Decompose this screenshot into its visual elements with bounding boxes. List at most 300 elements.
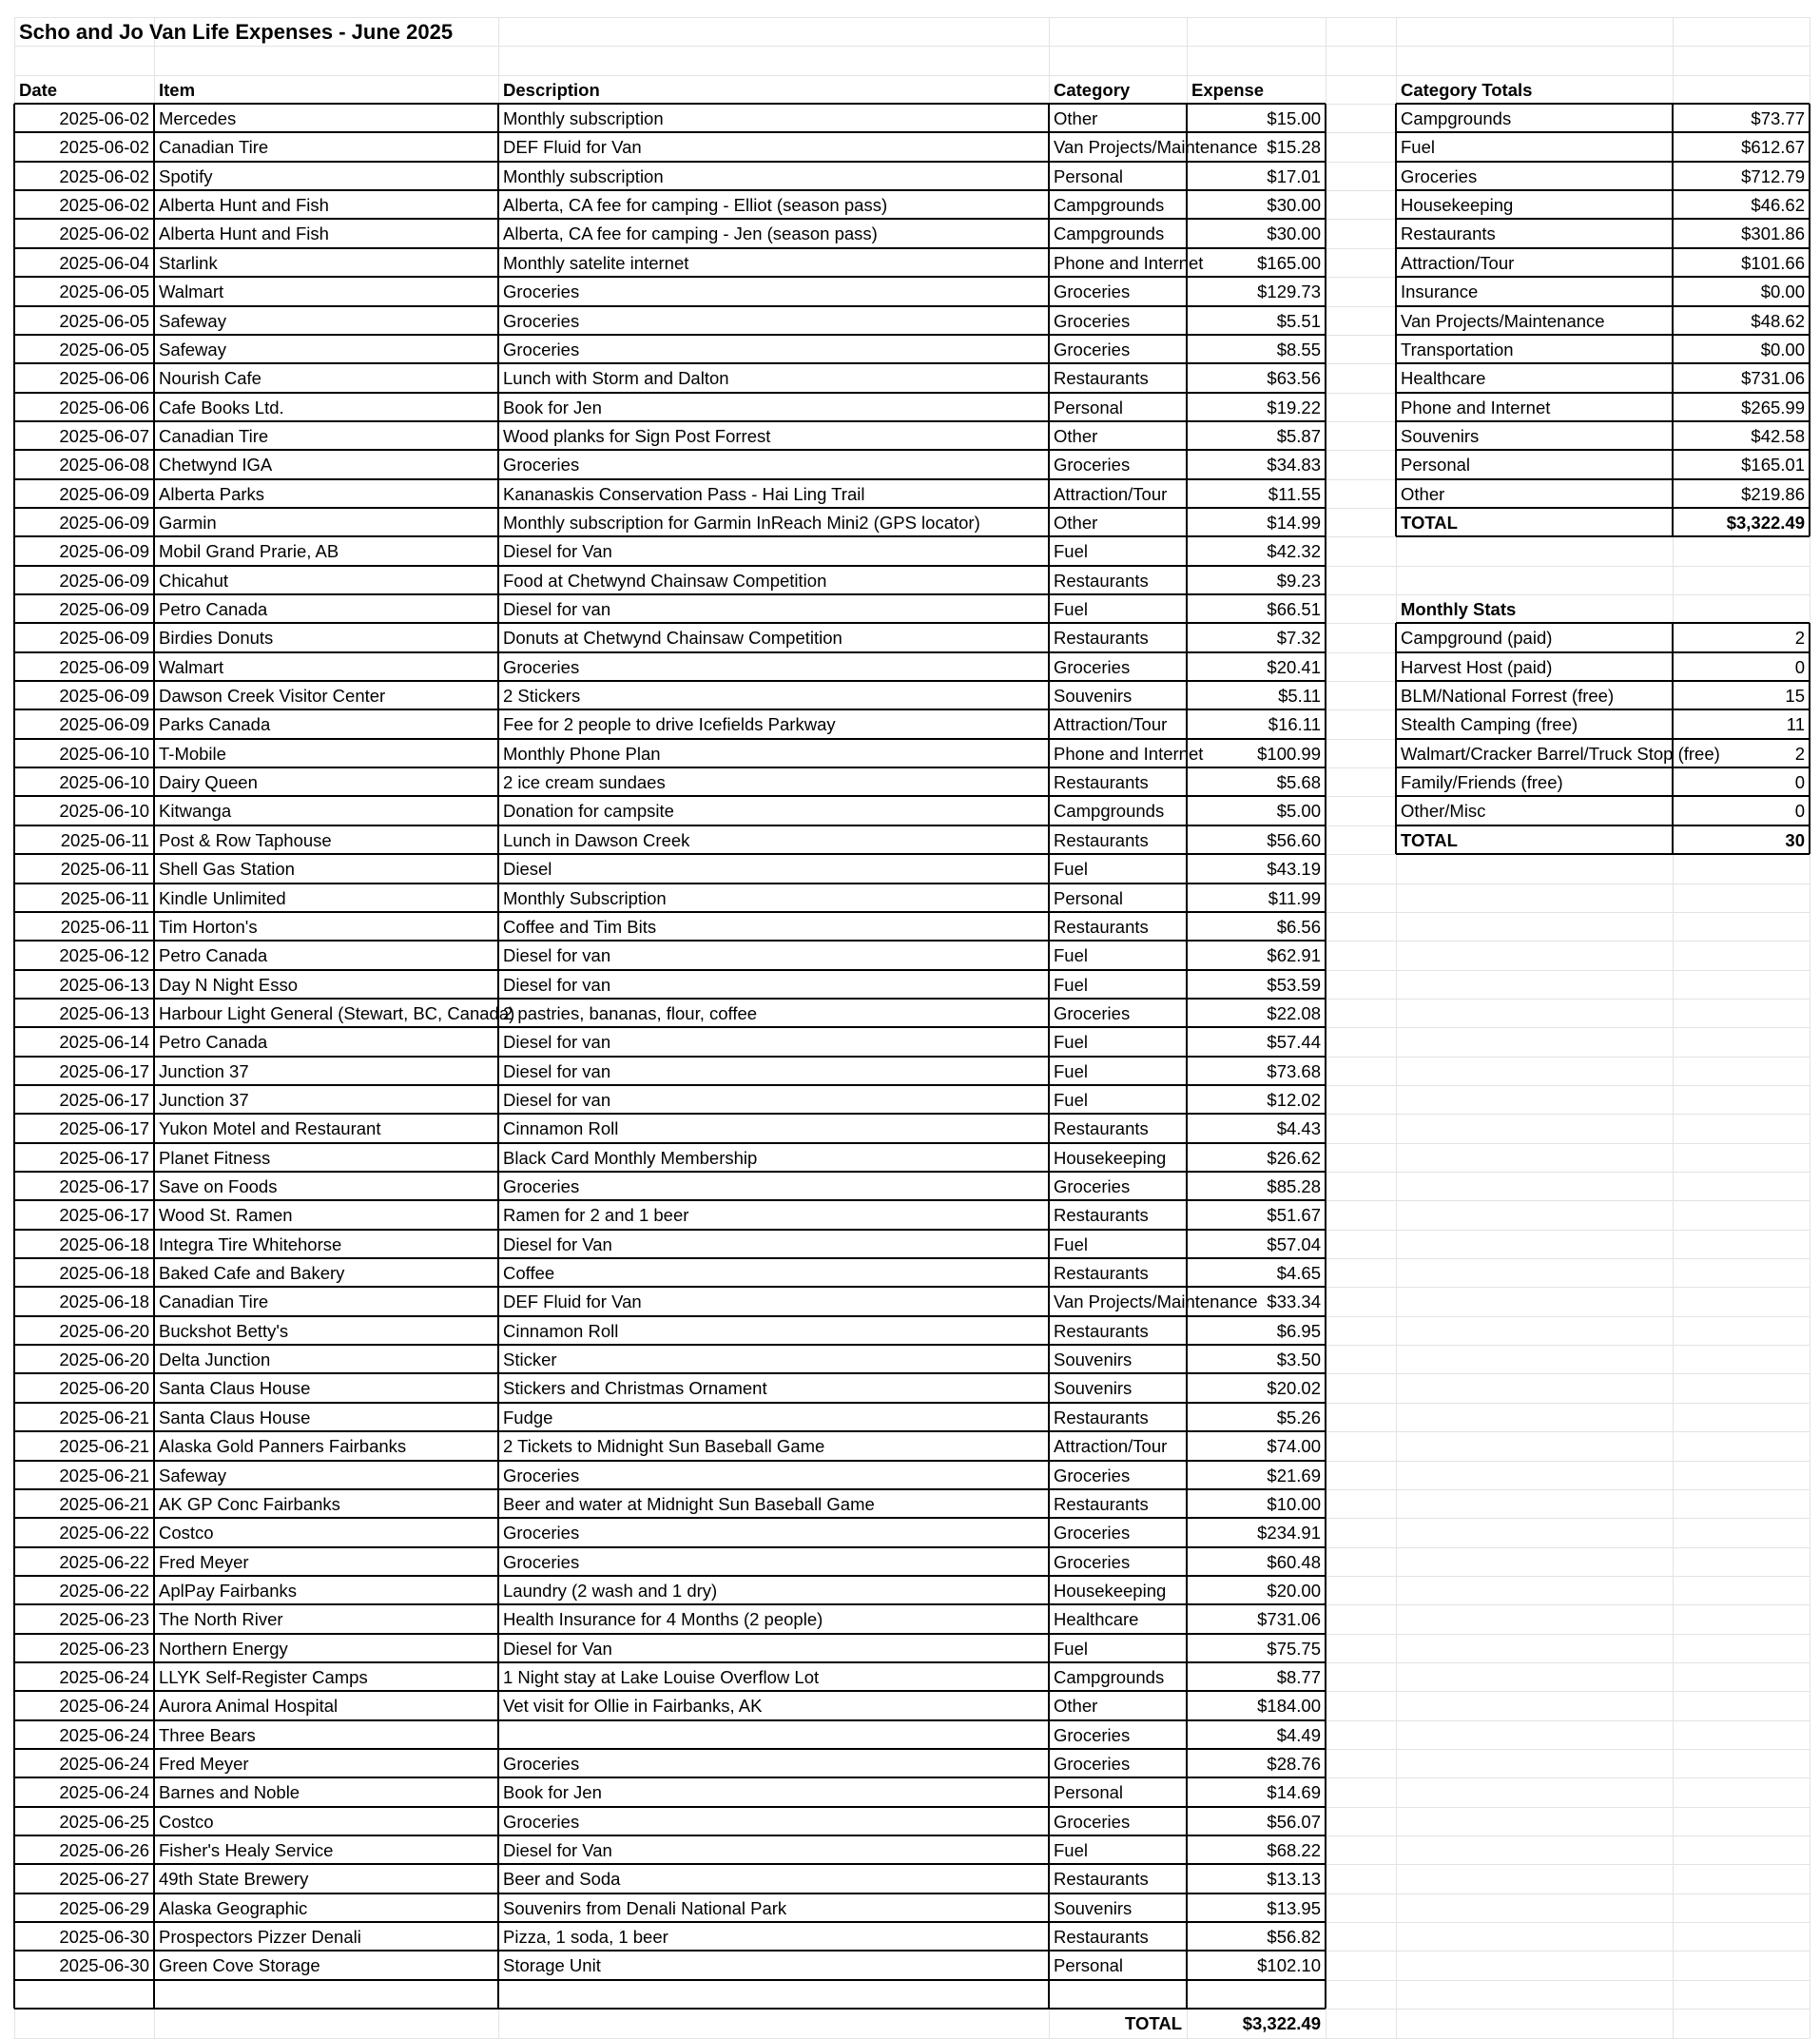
- cell-category[interactable]: Restaurants: [1054, 772, 1149, 793]
- cell-item[interactable]: Prospectors Pizzer Denali: [159, 1927, 361, 1948]
- cell-category[interactable]: Other: [1054, 512, 1098, 533]
- cell-description[interactable]: Cinnamon Roll: [503, 1118, 619, 1139]
- cell-date[interactable]: 2025-06-02: [59, 195, 149, 216]
- cell-category[interactable]: Personal: [1054, 1782, 1124, 1803]
- cell-item[interactable]: Starlink: [159, 252, 218, 273]
- cell-category[interactable]: Fuel: [1054, 1840, 1088, 1861]
- cell-category[interactable]: Other: [1054, 108, 1098, 129]
- stats-total-label[interactable]: TOTAL: [1401, 829, 1458, 850]
- cell-item[interactable]: AplPay Fairbanks: [159, 1580, 297, 1601]
- cell-description[interactable]: Groceries: [503, 310, 580, 331]
- cell-item[interactable]: Post & Row Taphouse: [159, 829, 332, 850]
- cell-category[interactable]: Personal: [1054, 1955, 1124, 1976]
- cell-category[interactable]: Phone and Internet: [1054, 743, 1204, 764]
- cell-category[interactable]: Campgrounds: [1054, 223, 1165, 244]
- category-name[interactable]: Campgrounds: [1401, 108, 1512, 129]
- cell-description[interactable]: [498, 1721, 1049, 1749]
- cell-description[interactable]: Storage Unit: [503, 1955, 601, 1976]
- cell-item[interactable]: Kitwanga: [159, 801, 232, 822]
- cell-date[interactable]: 2025-06-22: [59, 1580, 149, 1601]
- cell-item[interactable]: Green Cove Storage: [159, 1955, 320, 1976]
- cell-expense[interactable]: $234.91: [1257, 1523, 1321, 1544]
- cell-category[interactable]: Fuel: [1054, 541, 1088, 562]
- cell-date[interactable]: 2025-06-17: [59, 1118, 149, 1139]
- category-amount[interactable]: $301.86: [1741, 223, 1805, 244]
- stat-count[interactable]: 0: [1794, 801, 1805, 822]
- cell-description[interactable]: Groceries: [503, 1465, 580, 1486]
- cell-expense[interactable]: $13.13: [1267, 1869, 1321, 1890]
- cell-item[interactable]: Walmart: [159, 656, 224, 677]
- cell-description[interactable]: Groceries: [503, 339, 580, 359]
- cell-date[interactable]: 2025-06-09: [59, 570, 149, 591]
- category-amount[interactable]: $0.00: [1760, 339, 1805, 359]
- cell-category[interactable]: Fuel: [1054, 1233, 1088, 1254]
- category-amount[interactable]: $73.77: [1751, 108, 1805, 129]
- cell-date[interactable]: 2025-06-18: [59, 1233, 149, 1254]
- cell-category[interactable]: Fuel: [1054, 599, 1088, 619]
- cell-item[interactable]: Alaska Gold Panners Fairbanks: [159, 1436, 407, 1457]
- cell-description[interactable]: Book for Jen: [503, 1782, 602, 1803]
- cell-date[interactable]: 2025-06-02: [59, 223, 149, 244]
- cell-category[interactable]: Restaurants: [1054, 1407, 1149, 1427]
- cell-category[interactable]: Groceries: [1054, 455, 1131, 476]
- category-amount[interactable]: $42.58: [1751, 425, 1805, 446]
- cell-item[interactable]: Aurora Animal Hospital: [159, 1696, 339, 1717]
- cell-date[interactable]: 2025-06-11: [60, 887, 149, 908]
- cell-category[interactable]: Groceries: [1054, 1176, 1131, 1196]
- cell-expense[interactable]: $68.22: [1267, 1840, 1321, 1861]
- cell-item[interactable]: Chetwynd IGA: [159, 455, 273, 476]
- cell-description[interactable]: Stickers and Christmas Ornament: [503, 1378, 767, 1399]
- cell-category[interactable]: Attraction/Tour: [1054, 1436, 1168, 1457]
- cell-item[interactable]: T-Mobile: [159, 743, 226, 764]
- cell-item[interactable]: Fred Meyer: [159, 1754, 249, 1774]
- cell-item[interactable]: Parks Canada: [159, 714, 271, 735]
- cell-item[interactable]: Three Bears: [159, 1724, 256, 1745]
- cell-description[interactable]: Diesel for van: [503, 1060, 611, 1081]
- cell-item[interactable]: Mercedes: [159, 108, 237, 129]
- cell-expense[interactable]: $56.82: [1267, 1927, 1321, 1948]
- cell-date[interactable]: 2025-06-09: [59, 483, 149, 504]
- cell-item[interactable]: Baked Cafe and Bakery: [159, 1263, 345, 1284]
- cell-description[interactable]: Monthly subscription for Garmin InReach Mini2 (GPS locator): [503, 512, 980, 533]
- cell-description[interactable]: Monthly subscription: [503, 165, 664, 186]
- cell-category[interactable]: Restaurants: [1054, 1493, 1149, 1514]
- cell-description[interactable]: Pizza, 1 soda, 1 beer: [503, 1927, 668, 1948]
- cell-expense[interactable]: $10.00: [1267, 1493, 1321, 1514]
- cell-description[interactable]: Lunch with Storm and Dalton: [503, 368, 729, 389]
- cell-description[interactable]: Groceries: [503, 1811, 580, 1832]
- stat-count[interactable]: 11: [1786, 714, 1805, 735]
- cell-expense[interactable]: $22.08: [1267, 1002, 1321, 1023]
- cell-category[interactable]: Healthcare: [1054, 1609, 1139, 1630]
- category-totals-header[interactable]: Category Totals: [1401, 79, 1533, 100]
- category-amount[interactable]: $48.62: [1751, 310, 1805, 331]
- cell-expense[interactable]: $4.43: [1276, 1118, 1321, 1139]
- cell-category[interactable]: Restaurants: [1054, 628, 1149, 649]
- cell-category[interactable]: Restaurants: [1054, 1927, 1149, 1948]
- cell-item[interactable]: LLYK Self-Register Camps: [159, 1666, 368, 1687]
- cell-category[interactable]: Restaurants: [1054, 1320, 1149, 1341]
- cell-description[interactable]: Cinnamon Roll: [503, 1320, 619, 1341]
- header-expense[interactable]: Expense: [1191, 79, 1265, 100]
- cell-description[interactable]: Coffee and Tim Bits: [503, 916, 657, 937]
- category-amount[interactable]: $612.67: [1741, 137, 1805, 158]
- cell-category[interactable]: Souvenirs: [1054, 1378, 1133, 1399]
- cell-expense[interactable]: $33.34: [1267, 1291, 1321, 1312]
- cell-description[interactable]: Sticker: [503, 1350, 557, 1370]
- cell-description[interactable]: Groceries: [503, 1551, 580, 1572]
- cell-item[interactable]: Canadian Tire: [159, 425, 269, 446]
- cell-category[interactable]: Souvenirs: [1054, 1350, 1133, 1370]
- category-name[interactable]: Healthcare: [1401, 368, 1486, 389]
- stat-name[interactable]: Campground (paid): [1401, 628, 1553, 649]
- cell-description[interactable]: Souvenirs from Denali National Park: [503, 1897, 787, 1918]
- cell-category[interactable]: Souvenirs: [1054, 686, 1133, 707]
- cell-item[interactable]: AK GP Conc Fairbanks: [159, 1493, 340, 1514]
- category-amount[interactable]: $46.62: [1751, 195, 1805, 216]
- category-name[interactable]: Fuel: [1401, 137, 1435, 158]
- header-category[interactable]: Category: [1054, 79, 1131, 100]
- cell-category[interactable]: Restaurants: [1054, 1118, 1149, 1139]
- category-total-label[interactable]: TOTAL: [1401, 512, 1458, 533]
- cell-expense[interactable]: $102.10: [1257, 1955, 1321, 1976]
- cell-expense[interactable]: $7.32: [1276, 628, 1321, 649]
- stat-name[interactable]: Stealth Camping (free): [1401, 714, 1578, 735]
- cell-description[interactable]: Monthly satelite internet: [503, 252, 689, 273]
- cell-category[interactable]: Personal: [1054, 397, 1124, 418]
- cell-expense[interactable]: $5.87: [1276, 425, 1321, 446]
- cell-description[interactable]: Coffee: [503, 1263, 555, 1284]
- stat-name[interactable]: Family/Friends (free): [1401, 772, 1563, 793]
- cell-date[interactable]: 2025-06-21: [59, 1465, 149, 1486]
- stat-count[interactable]: 15: [1785, 686, 1805, 707]
- cell-category[interactable]: Fuel: [1054, 1089, 1088, 1110]
- stat-name[interactable]: Harvest Host (paid): [1401, 656, 1553, 677]
- cell-description[interactable]: 1 Night stay at Lake Louise Overflow Lot: [503, 1666, 820, 1687]
- cell-date[interactable]: 2025-06-18: [59, 1263, 149, 1284]
- cell-date[interactable]: 2025-06-09: [59, 512, 149, 533]
- cell-expense[interactable]: $4.49: [1276, 1724, 1321, 1745]
- cell-description[interactable]: Black Card Monthly Membership: [503, 1147, 758, 1168]
- cell-category[interactable]: Fuel: [1054, 1060, 1088, 1081]
- cell-description[interactable]: Groceries: [503, 1754, 580, 1774]
- cell-expense[interactable]: $5.26: [1276, 1407, 1321, 1427]
- cell-expense[interactable]: $9.23: [1276, 570, 1321, 591]
- cell-item[interactable]: Harbour Light General (Stewart, BC, Canada): [159, 1002, 515, 1023]
- cell-date[interactable]: 2025-06-12: [59, 945, 149, 966]
- cell-expense[interactable]: $66.51: [1267, 599, 1321, 619]
- cell-item[interactable]: Santa Claus House: [159, 1407, 311, 1427]
- cell-date[interactable]: 2025-06-02: [59, 165, 149, 186]
- cell-item[interactable]: Barnes and Noble: [159, 1782, 300, 1803]
- cell-item[interactable]: Planet Fitness: [159, 1147, 271, 1168]
- cell-item[interactable]: Northern Energy: [159, 1638, 288, 1659]
- category-name[interactable]: Phone and Internet: [1401, 397, 1551, 418]
- cell-description[interactable]: 2 pastries, bananas, flour, coffee: [503, 1002, 758, 1023]
- category-amount[interactable]: $731.06: [1741, 368, 1805, 389]
- cell-item[interactable]: Petro Canada: [159, 945, 268, 966]
- cell-expense[interactable]: $51.67: [1267, 1205, 1321, 1226]
- cell-description[interactable]: Fudge: [503, 1407, 553, 1427]
- cell-category[interactable]: Restaurants: [1054, 570, 1149, 591]
- cell-expense[interactable]: $11.99: [1268, 887, 1321, 908]
- category-name[interactable]: Insurance: [1401, 282, 1479, 302]
- cell-description[interactable]: Groceries: [503, 1523, 580, 1544]
- cell-category[interactable]: Housekeeping: [1054, 1147, 1167, 1168]
- cell-date[interactable]: 2025-06-10: [59, 772, 149, 793]
- category-name[interactable]: Housekeeping: [1401, 195, 1514, 216]
- cell-date[interactable]: 2025-06-21: [59, 1493, 149, 1514]
- stat-name[interactable]: Walmart/Cracker Barrel/Truck Stop (free): [1401, 743, 1720, 764]
- cell-expense[interactable]: $165.00: [1257, 252, 1321, 273]
- cell-description[interactable]: Groceries: [503, 1176, 580, 1196]
- stats-total-value[interactable]: 30: [1785, 829, 1805, 850]
- cell-category[interactable]: Personal: [1054, 887, 1124, 908]
- cell-category[interactable]: Other: [1054, 1696, 1098, 1717]
- cell-date[interactable]: 2025-06-08: [59, 455, 149, 476]
- cell-category[interactable]: Restaurants: [1054, 1205, 1149, 1226]
- cell-item[interactable]: Alberta Hunt and Fish: [159, 195, 329, 216]
- cell-expense[interactable]: $4.65: [1276, 1263, 1321, 1284]
- cell-date[interactable]: 2025-06-09: [59, 599, 149, 619]
- cell-date[interactable]: 2025-06-24: [59, 1754, 149, 1774]
- cell-date[interactable]: 2025-06-09: [59, 628, 149, 649]
- cell-item[interactable]: Costco: [159, 1811, 214, 1832]
- cell-date[interactable]: 2025-06-06: [59, 368, 149, 389]
- cell-date[interactable]: 2025-06-13: [59, 974, 149, 995]
- cell-expense[interactable]: $16.11: [1268, 714, 1321, 735]
- cell-expense[interactable]: $26.62: [1267, 1147, 1321, 1168]
- cell-description[interactable]: DEF Fluid for Van: [503, 137, 642, 158]
- cell-item[interactable]: Delta Junction: [159, 1350, 271, 1370]
- cell-expense[interactable]: $85.28: [1267, 1176, 1321, 1196]
- cell-date[interactable]: 2025-06-26: [59, 1840, 149, 1861]
- cell-expense[interactable]: $20.02: [1267, 1378, 1321, 1399]
- cell-description[interactable]: Beer and Soda: [503, 1869, 621, 1890]
- cell-item[interactable]: Wood St. Ramen: [159, 1205, 293, 1226]
- stat-count[interactable]: 0: [1794, 772, 1805, 793]
- stat-count[interactable]: 0: [1794, 656, 1805, 677]
- cell-expense[interactable]: $5.68: [1276, 772, 1321, 793]
- cell-description[interactable]: Alberta, CA fee for camping - Elliot (season pass): [503, 195, 888, 216]
- cell-item[interactable]: Integra Tire Whitehorse: [159, 1233, 342, 1254]
- cell-expense[interactable]: $13.95: [1267, 1897, 1321, 1918]
- cell-item[interactable]: Alaska Geographic: [159, 1897, 308, 1918]
- cell-date[interactable]: 2025-06-23: [59, 1609, 149, 1630]
- cell-date[interactable]: 2025-06-04: [59, 252, 149, 273]
- cell-date[interactable]: 2025-06-24: [59, 1696, 149, 1717]
- cell-category[interactable]: Campgrounds: [1054, 1666, 1165, 1687]
- cell-date[interactable]: 2025-06-11: [60, 916, 149, 937]
- cell-expense[interactable]: $62.91: [1267, 945, 1321, 966]
- cell-expense[interactable]: $57.04: [1267, 1233, 1321, 1254]
- cell-item[interactable]: Shell Gas Station: [159, 859, 295, 880]
- cell-category[interactable]: Attraction/Tour: [1054, 483, 1168, 504]
- cell-date[interactable]: 2025-06-10: [59, 801, 149, 822]
- cell-category[interactable]: Groceries: [1054, 1754, 1131, 1774]
- cell-expense[interactable]: $63.56: [1267, 368, 1321, 389]
- cell-description[interactable]: Health Insurance for 4 Months (2 people): [503, 1609, 823, 1630]
- cell-date[interactable]: 2025-06-05: [59, 339, 149, 359]
- cell-expense[interactable]: $60.48: [1267, 1551, 1321, 1572]
- cell-category[interactable]: Housekeeping: [1054, 1580, 1167, 1601]
- cell-date[interactable]: 2025-06-21: [59, 1436, 149, 1457]
- cell-expense[interactable]: $57.44: [1267, 1032, 1321, 1053]
- cell-date[interactable]: 2025-06-02: [59, 108, 149, 129]
- stat-count[interactable]: 2: [1794, 628, 1805, 649]
- category-name[interactable]: Transportation: [1401, 339, 1514, 359]
- cell-item[interactable]: Junction 37: [159, 1089, 249, 1110]
- cell-date[interactable]: 2025-06-17: [59, 1176, 149, 1196]
- cell-category[interactable]: Fuel: [1054, 859, 1088, 880]
- cell-date[interactable]: 2025-06-25: [59, 1811, 149, 1832]
- cell-date[interactable]: 2025-06-13: [59, 1002, 149, 1023]
- cell-expense[interactable]: $34.83: [1267, 455, 1321, 476]
- cell-expense[interactable]: $75.75: [1267, 1638, 1321, 1659]
- stat-name[interactable]: Other/Misc: [1401, 801, 1486, 822]
- cell-date[interactable]: 2025-06-22: [59, 1523, 149, 1544]
- category-amount[interactable]: $219.86: [1741, 483, 1805, 504]
- cell-date[interactable]: 2025-06-20: [59, 1378, 149, 1399]
- cell-date[interactable]: 2025-06-20: [59, 1320, 149, 1341]
- category-amount[interactable]: $712.79: [1741, 165, 1805, 186]
- cell-expense[interactable]: $42.32: [1267, 541, 1321, 562]
- category-name[interactable]: Attraction/Tour: [1401, 252, 1515, 273]
- cell-category[interactable]: Restaurants: [1054, 1263, 1149, 1284]
- cell-description[interactable]: Groceries: [503, 455, 580, 476]
- cell-expense[interactable]: $56.07: [1267, 1811, 1321, 1832]
- cell-item[interactable]: Kindle Unlimited: [159, 887, 286, 908]
- cell-expense[interactable]: $56.60: [1267, 829, 1321, 850]
- cell-expense[interactable]: $14.69: [1267, 1782, 1321, 1803]
- category-total-value[interactable]: $3,322.49: [1726, 512, 1805, 533]
- cell-description[interactable]: Vet visit for Ollie in Fairbanks, AK: [503, 1696, 763, 1717]
- cell-category[interactable]: Fuel: [1054, 1638, 1088, 1659]
- cell-description[interactable]: 2 Tickets to Midnight Sun Baseball Game: [503, 1436, 825, 1457]
- cell-expense[interactable]: $6.56: [1276, 916, 1321, 937]
- cell-description[interactable]: Fee for 2 people to drive Icefields Parkway: [503, 714, 836, 735]
- cell-item[interactable]: Safeway: [159, 1465, 226, 1486]
- cell-category[interactable]: Groceries: [1054, 1002, 1131, 1023]
- cell-category[interactable]: Souvenirs: [1054, 1897, 1133, 1918]
- cell-item[interactable]: Dawson Creek Visitor Center: [159, 686, 386, 707]
- cell-item[interactable]: Mobil Grand Prarie, AB: [159, 541, 339, 562]
- cell-description[interactable]: Laundry (2 wash and 1 dry): [503, 1580, 718, 1601]
- cell-item[interactable]: Yukon Motel and Restaurant: [159, 1118, 381, 1139]
- cell-expense[interactable]: $8.55: [1276, 339, 1321, 359]
- cell-expense[interactable]: $3.50: [1276, 1350, 1321, 1370]
- cell-category[interactable]: Groceries: [1054, 1551, 1131, 1572]
- cell-category[interactable]: Personal: [1054, 165, 1124, 186]
- cell-item[interactable]: Canadian Tire: [159, 137, 269, 158]
- cell-item[interactable]: Birdies Donuts: [159, 628, 274, 649]
- cell-description[interactable]: Kananaskis Conservation Pass - Hai Ling Trail: [503, 483, 865, 504]
- cell-expense[interactable]: $15.00: [1267, 108, 1321, 129]
- cell-expense[interactable]: $30.00: [1267, 223, 1321, 244]
- cell-date[interactable]: 2025-06-17: [59, 1060, 149, 1081]
- cell-description[interactable]: Book for Jen: [503, 397, 602, 418]
- cell-description[interactable]: Food at Chetwynd Chainsaw Competition: [503, 570, 827, 591]
- sheet-title[interactable]: Scho and Jo Van Life Expenses - June 2025: [19, 20, 454, 44]
- cell-expense[interactable]: $129.73: [1257, 282, 1321, 302]
- cell-date[interactable]: 2025-06-27: [59, 1869, 149, 1890]
- cell-description[interactable]: Diesel for Van: [503, 1233, 612, 1254]
- cell-description[interactable]: Diesel for van: [503, 1089, 611, 1110]
- cell-expense[interactable]: $5.00: [1276, 801, 1321, 822]
- cell-expense[interactable]: $11.55: [1268, 483, 1321, 504]
- cell-item[interactable]: Alberta Parks: [159, 483, 265, 504]
- cell-description[interactable]: Groceries: [503, 282, 580, 302]
- cell-date[interactable]: 2025-06-02: [59, 137, 149, 158]
- category-name[interactable]: Van Projects/Maintenance: [1401, 310, 1605, 331]
- cell-description[interactable]: Diesel for van: [503, 945, 611, 966]
- cell-item[interactable]: Chicahut: [159, 570, 229, 591]
- expenses-total-label[interactable]: TOTAL: [1125, 2013, 1182, 2034]
- cell-date[interactable]: 2025-06-24: [59, 1666, 149, 1687]
- cell-item[interactable]: Dairy Queen: [159, 772, 258, 793]
- category-name[interactable]: Restaurants: [1401, 223, 1496, 244]
- cell-category[interactable]: Other: [1054, 425, 1098, 446]
- cell-expense[interactable]: $15.28: [1267, 137, 1321, 158]
- category-name[interactable]: Souvenirs: [1401, 425, 1480, 446]
- header-item[interactable]: Item: [159, 79, 196, 100]
- cell-description[interactable]: Monthly Subscription: [503, 887, 667, 908]
- cell-date[interactable]: 2025-06-17: [59, 1205, 149, 1226]
- cell-date[interactable]: 2025-06-17: [59, 1147, 149, 1168]
- cell-expense[interactable]: $5.11: [1278, 686, 1321, 707]
- cell-date[interactable]: 2025-06-20: [59, 1350, 149, 1370]
- cell-expense[interactable]: $100.99: [1257, 743, 1321, 764]
- category-amount[interactable]: $265.99: [1741, 397, 1805, 418]
- cell-item[interactable]: Spotify: [159, 165, 213, 186]
- cell-category[interactable]: Phone and Internet: [1054, 252, 1204, 273]
- cell-category[interactable]: Groceries: [1054, 1523, 1131, 1544]
- cell-description[interactable]: Lunch in Dawson Creek: [503, 829, 690, 850]
- cell-category[interactable]: Campgrounds: [1054, 195, 1165, 216]
- cell-category[interactable]: Restaurants: [1054, 829, 1149, 850]
- cell-date[interactable]: 2025-06-21: [59, 1407, 149, 1427]
- cell-expense[interactable]: $28.76: [1267, 1754, 1321, 1774]
- cell-category[interactable]: Groceries: [1054, 656, 1131, 677]
- category-name[interactable]: Personal: [1401, 455, 1471, 476]
- cell-date[interactable]: 2025-06-22: [59, 1551, 149, 1572]
- cell-description[interactable]: Donuts at Chetwynd Chainsaw Competition: [503, 628, 842, 649]
- category-amount[interactable]: $165.01: [1741, 455, 1805, 476]
- header-date[interactable]: Date: [19, 79, 58, 100]
- cell-expense[interactable]: $20.41: [1267, 656, 1321, 677]
- cell-item[interactable]: Alberta Hunt and Fish: [159, 223, 329, 244]
- cell-category[interactable]: Attraction/Tour: [1054, 714, 1168, 735]
- cell-date[interactable]: 2025-06-07: [59, 425, 149, 446]
- cell-date[interactable]: 2025-06-14: [59, 1032, 149, 1053]
- cell-item[interactable]: Junction 37: [159, 1060, 249, 1081]
- cell-date[interactable]: 2025-06-09: [59, 541, 149, 562]
- cell-description[interactable]: Ramen for 2 and 1 beer: [503, 1205, 689, 1226]
- cell-item[interactable]: Petro Canada: [159, 1032, 268, 1053]
- cell-description[interactable]: 2 Stickers: [503, 686, 581, 707]
- cell-category[interactable]: Groceries: [1054, 1465, 1131, 1486]
- cell-description[interactable]: Monthly Phone Plan: [503, 743, 661, 764]
- cell-expense[interactable]: $74.00: [1267, 1436, 1321, 1457]
- monthly-stats-header[interactable]: Monthly Stats: [1401, 599, 1517, 619]
- cell-description[interactable]: Groceries: [503, 656, 580, 677]
- cell-expense[interactable]: $19.22: [1267, 397, 1321, 418]
- cell-date[interactable]: 2025-06-24: [59, 1782, 149, 1803]
- cell-date[interactable]: 2025-06-05: [59, 310, 149, 331]
- cell-expense[interactable]: $30.00: [1267, 195, 1321, 216]
- cell-item[interactable]: Canadian Tire: [159, 1291, 269, 1312]
